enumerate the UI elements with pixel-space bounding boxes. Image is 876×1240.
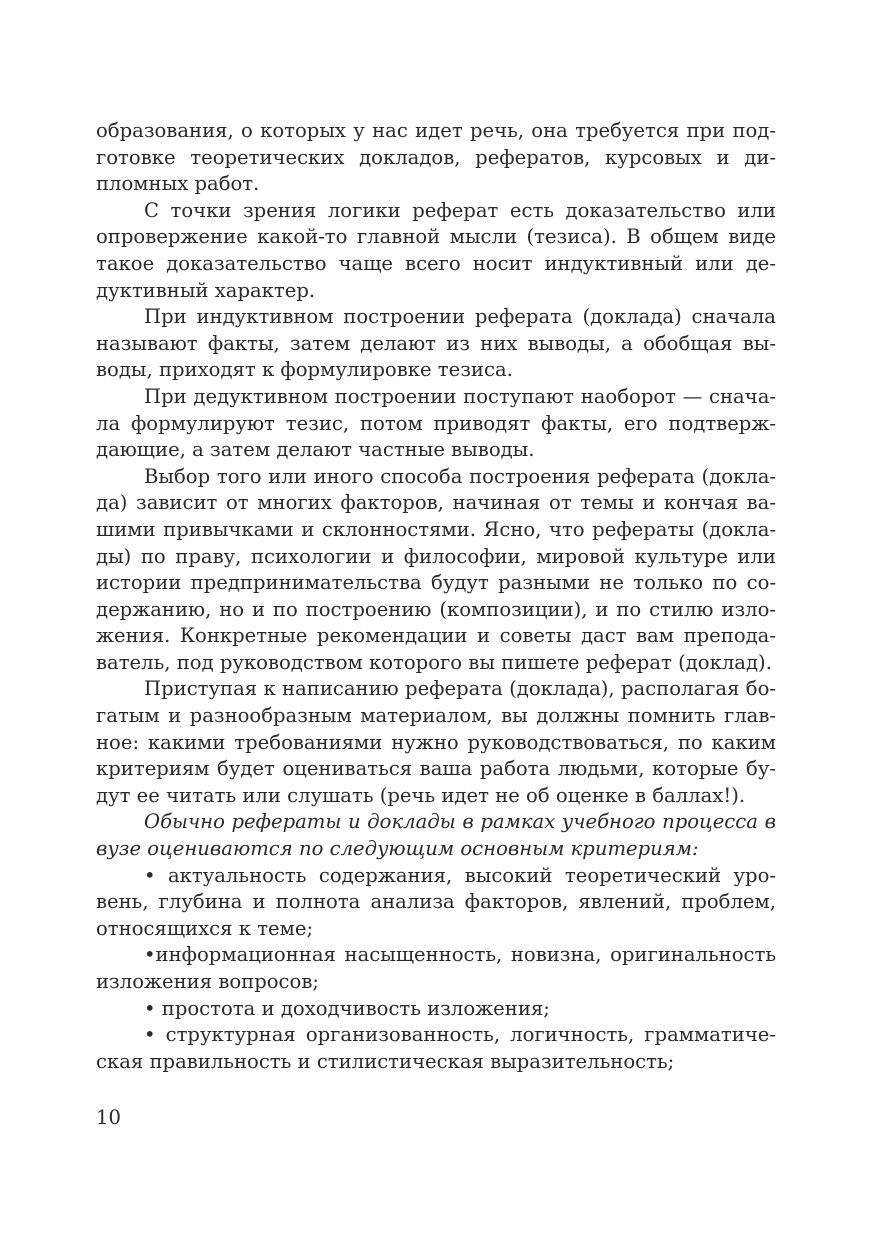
text-line: дуктивный характер. bbox=[96, 278, 316, 302]
text-line: вень, глубина и полнота анализа факторов, явлений, проблем, bbox=[96, 890, 776, 914]
text-line: дут ее читать или слушать (речь идет не об оценке в баллах!). bbox=[96, 783, 746, 807]
text-line: гатым и разнообразным материалом, вы должны помнить глав- bbox=[96, 704, 776, 728]
bullet-item bbox=[96, 942, 776, 995]
text-line: • простота и доходчивость изложения; bbox=[144, 996, 550, 1020]
bullet-item bbox=[96, 996, 776, 1023]
text-line: дающие, а затем делают частные выводы. bbox=[96, 438, 535, 462]
text-line: Приступая к написанию реферата (доклада), располагая бо- bbox=[144, 677, 776, 701]
paragraph bbox=[96, 464, 776, 677]
text-line: относящихся к теме; bbox=[96, 916, 314, 940]
text-line: ное: какими требованиями нужно руководствоваться, по каким bbox=[96, 730, 776, 754]
text-line: держанию, но и по построению (композиции), и по стилю изло- bbox=[96, 597, 776, 621]
text-line: вузе оцениваются по следующим основным критериям: bbox=[96, 837, 699, 861]
text-line: критериям будет оцениваться ваша работа людьми, которые бу- bbox=[96, 757, 776, 781]
text-line: • актуальность содержания, высокий теоретический уро- bbox=[144, 863, 776, 887]
text-line: С точки зрения логики реферат есть доказательство или bbox=[144, 198, 776, 222]
paragraph bbox=[96, 118, 776, 198]
paragraph bbox=[96, 384, 776, 464]
text-line: • структурная организованность, логичность, грамматиче- bbox=[144, 1023, 776, 1047]
paragraph bbox=[96, 676, 776, 809]
text-line: Обычно рефераты и доклады в рамках учебного процесса в bbox=[144, 810, 776, 834]
text-line: ватель, под руководством которого вы пишете реферат (доклад). bbox=[96, 650, 772, 674]
text-line: истории предпринимательства будут разными не только по со- bbox=[96, 571, 776, 595]
text-line: При дедуктивном построении поступают наоборот — снача- bbox=[144, 384, 776, 408]
text-line: да) зависит от многих факторов, начиная от темы и кончая ва- bbox=[96, 491, 776, 515]
text-line: образования, о которых у нас идет речь, она требуется при под- bbox=[96, 119, 776, 142]
text-line: жения. Конкретные рекомендации и советы даст вам препода- bbox=[96, 624, 776, 648]
page-number: 10 bbox=[96, 1106, 121, 1129]
paragraph bbox=[96, 304, 776, 384]
text-line: изложения вопросов; bbox=[96, 970, 319, 993]
text-line: пломных работ. bbox=[96, 172, 260, 196]
text-line: ла формулируют тезис, потом приводят факты, его подтверж- bbox=[96, 411, 776, 435]
text-line: При индуктивном построении реферата (доклада) сначала bbox=[144, 305, 776, 329]
text-line: ды) по праву, психологии и философии, мировой культуре или bbox=[96, 544, 776, 568]
text-line: опровержение какой-то главной мысли (тезиса). В общем виде bbox=[96, 225, 776, 249]
text-line: ская правильность и стилистическая выразительность; bbox=[96, 1049, 675, 1073]
text-line: воды, приходят к формулировке тезиса. bbox=[96, 358, 513, 382]
text-line: •информационная насыщенность, новизна, оригинальность bbox=[144, 943, 776, 967]
bullet-item bbox=[96, 1022, 776, 1075]
text-line: такое доказательство чаще всего носит индуктивный или де- bbox=[96, 251, 776, 275]
text-line: шими привычками и склонностями. Ясно, что рефераты (докла- bbox=[96, 517, 776, 541]
text-line: называют факты, затем делают из них выводы, а обобщая вы- bbox=[96, 331, 776, 355]
italic-paragraph bbox=[96, 809, 776, 862]
text-line: Выбор того или иного способа построения реферата (докла- bbox=[144, 464, 776, 488]
paragraph bbox=[96, 198, 776, 304]
bullet-item bbox=[96, 863, 776, 943]
page-body bbox=[96, 118, 776, 1075]
text-line: готовке теоретических докладов, рефератов, курсовых и ди- bbox=[96, 145, 776, 169]
